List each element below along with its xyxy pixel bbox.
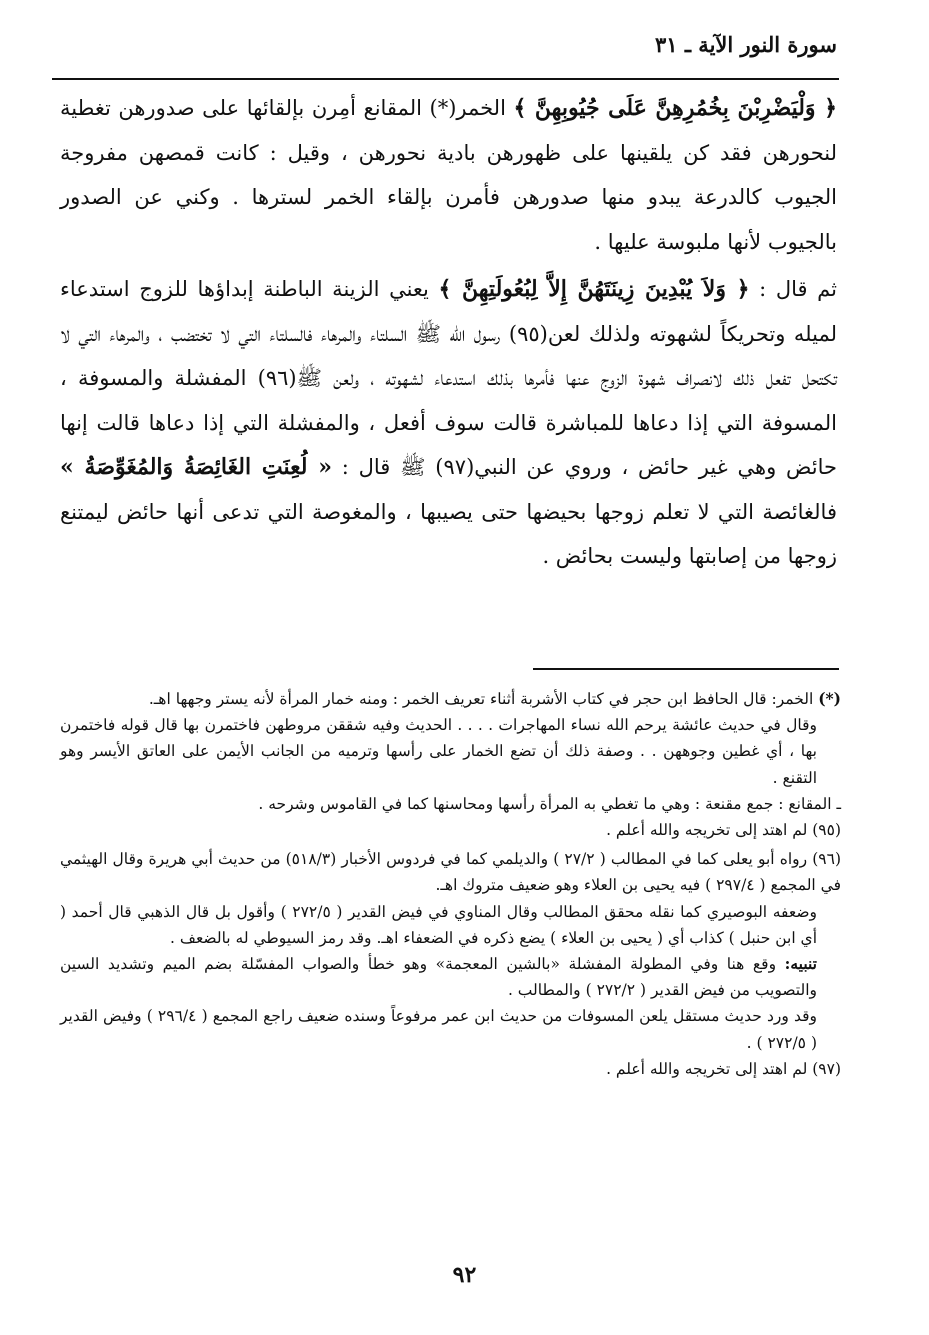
paragraph-2 — [60, 267, 837, 579]
running-title: سورة النور الآية ـ ٣١ — [654, 32, 837, 57]
footnote-separator — [533, 668, 839, 670]
footnote-star-cont-1: وقال في حديث عائشة يرحم الله نساء المهاجرات . . . . الحديث وفيه شققن مروطهن فاختمرن بها قال قوله فاختمرن بها ، أي غطين وجوههن . . وصفة ذلك أن تضع الخمار على رأسها وترميه من الجانب الأيمن على العاتق الأيسر وهو التقنع . — [60, 716, 817, 787]
footnote-96-cont-2: وقد ورد حديث مستقل يلعن المسوفات من حديث ابن عمر مرفوعاً وسنده ضعيف راجع المجمع ( ٢٩٦/٤ ) وفيض القدير ( ٢٧٢/٥ ) . — [60, 1007, 817, 1052]
footnote-star-cont-2: ـ المقانع : جمع مقنعة : وهي ما تغطي به المرأة رأسها ومحاسنها كما في القاموس وشرحه . — [258, 794, 841, 813]
footnote-95: (٩٥) لم اهتد إلى تخريجه والله أعلم . — [606, 821, 841, 840]
paragraph-1-text: الخمر(*) المقانع أمِرن بإلقائها على صدورهن تغطية لنحورهن فقد كن يلقينها على ظهورهن بادية نحورهن ، وقيل : كانت قمصهن مفروجة الجيوب كالدرعة يبدو منها صدورهن فأمرن بإلقاء الخمر لسترها . وكني عن الصدور بالجيوب لأنها ملبوسة عليها . — [60, 96, 837, 254]
footnote-star-mark: (*) — [818, 689, 841, 708]
footnote-star-text: الخمر: قال الحافظ ابن حجر في كتاب الأشربة أثناء تعريف الخمر : ومنه خمار المرأة لأنه يستر وجهها اهـ. — [148, 690, 819, 708]
footnote-97: (٩٧) لم اهتد إلى تخريجه والله أعلم . — [606, 1059, 841, 1078]
note-label: تنبيه: — [784, 954, 817, 974]
footnote-96-note — [60, 951, 841, 1003]
quran-verse-1: ﴿ وَلْيَضْرِبْنَ بِخُمُرِهِنَّ عَلَى جُيُوبِهِنَّ ﴾ — [513, 95, 837, 121]
page-number: ٩٢ — [452, 1262, 477, 1288]
main-text — [60, 86, 837, 579]
paragraph-2-text-a: يعني الزينة الباطنة إبداؤها للزوج استدعاء لميله وتحريكاً لشهوته ولذلك لعن(٩٥) رسول الله ﷺ السلتاء والمرهاء فالسلتاء التي لا تختضب ، والمرهاء التي لا تكتحل تفعل ذلك لانصراف شهوة الزوج عنها فأمرها بذلك استدعاء لشهوته ، ولعن ﷺ(٩٦) المفشلة والمسوفة ، المسوفة التي إذا دعاها للمباشرة قالت سوف أفعل ، والمفشلة التي إذا دعاها قالت إنها حائض وهي غير حائض ، وروي عن النبي(٩٧) ﷺ قال : — [60, 277, 837, 479]
footnote-96: (٩٦) رواه أبو يعلى كما في المطالب ( ٢٧/٢ ) والديلمي كما في فردوس الأخبار (٥١٨/٣) من حديث أبي هريرة وقال الهيثمي في المجمع ( ٢٩٧/٤ ) فيه يحيى بن العلاء وهو ضعيف متروك اهـ. — [60, 850, 841, 895]
hadith-quote: « لُعِنَتِ الغَائِصَةُ وَالمُغَوِّصَةُ » — [60, 454, 332, 480]
quran-verse-2: ﴿ وَلاَ يُبْدِينَ زِينَتَهُنَّ إِلاَّ لِبُعُولَتِهِنَّ ﴾ — [438, 276, 750, 302]
header-rule — [52, 78, 839, 80]
note-text: وقع هنا وفي المطولة المفشلة «بالشين المعجمة» وهو خطأ والصواب المفسّلة بضم الميم وتشديد السين والتصويب من فيض القدير ( ٢٧٢/٢ ) والمطالب . — [60, 955, 817, 1000]
paragraph-2-lead: ثم قال : — [749, 277, 837, 301]
footnotes — [60, 686, 841, 1082]
footnote-96-cont-1: وضعفه البوصيري كما نقله محقق المطالب وقال المناوي في فيض القدير ( ٢٧٢/٥ ) وأقول بل قال الذهبي قال أحمد ( أي ابن حنبل ) كذاب أي ( يحيى بن العلاء ) يضع ذكره في الضعفاء اهـ. وقد رمز السيوطي له بالضعف . — [60, 902, 817, 947]
paragraph-1 — [60, 86, 837, 264]
footnote-star — [60, 686, 841, 712]
paragraph-2-text-b: فالغائصة التي لا تعلم زوجها بحيضها حتى يصيبها ، والمغوصة التي تدعى أنها حائض ليمتنع زوجها من إصابتها وليست بحائض . — [60, 499, 837, 568]
